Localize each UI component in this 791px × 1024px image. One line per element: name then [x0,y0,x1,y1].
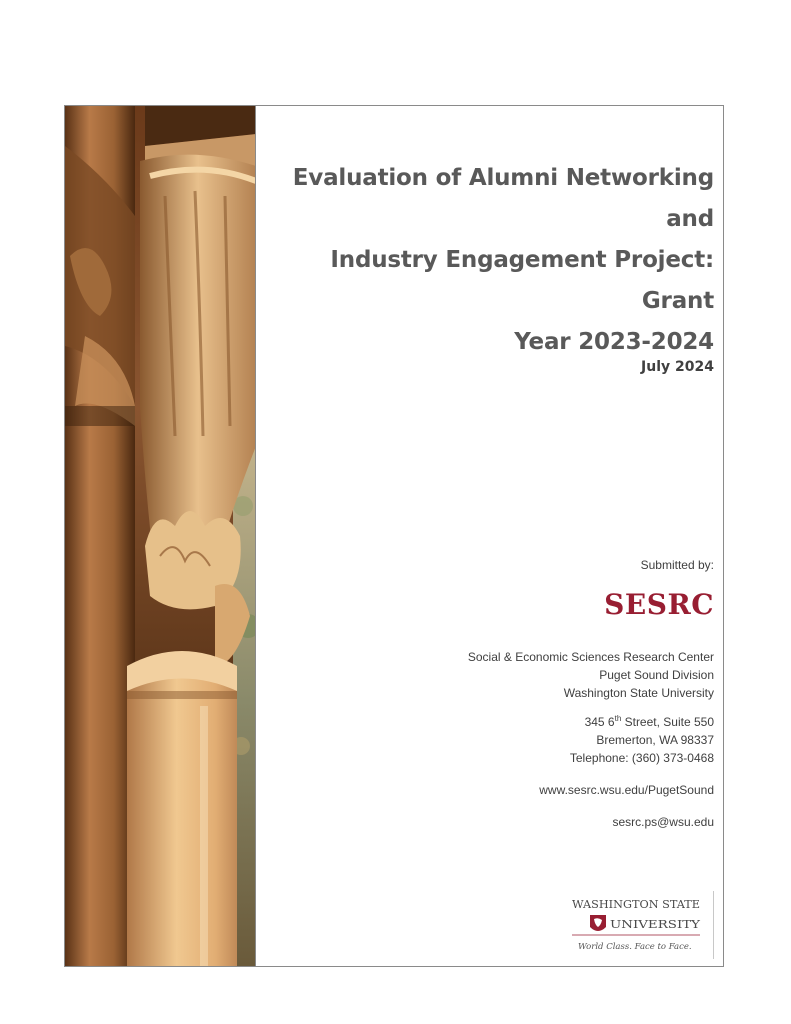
city-state-zip: Bremerton, WA 98337 [596,733,714,747]
wsu-logo-line-2: UNIVERSITY [610,917,701,931]
university-name: Washington State University [563,686,714,700]
street-suffix: th [614,714,622,723]
street-rest: Street, Suite 550 [621,715,714,729]
report-title [254,158,714,363]
sesrc-logo: SESRC [604,588,714,621]
cougar-shield-icon [590,915,606,931]
street-number: 345 6 [584,715,615,729]
submitted-by-label: Submitted by: [640,558,714,572]
street-address [570,713,714,731]
telephone: Telephone: (360) 373-0468 [569,751,714,765]
organization-block [468,648,714,702]
report-title-line-3: Year 2023-2024 [514,329,714,355]
cover-frame [64,105,724,967]
organization-name: Social & Economic Sciences Research Center [467,650,714,664]
report-title-line-1: Evaluation of Alumni Networking and [292,165,714,232]
report-date: July 2024 [641,359,714,375]
division-name: Puget Sound Division [599,668,714,682]
address-block [570,713,714,767]
wsu-logo-line-1: WASHINGTON STATE [572,897,700,911]
email-link[interactable]: sesrc.ps@wsu.edu [612,815,714,829]
website-link[interactable]: www.sesrc.wsu.edu/PugetSound [539,783,714,797]
column-capital-photo [65,106,256,966]
report-title-line-2: Industry Engagement Project: Grant [330,247,714,314]
cover-content [256,106,723,966]
wsu-logo [568,891,714,959]
wsu-logo-tagline: World Class. Face to Face. [578,942,692,952]
